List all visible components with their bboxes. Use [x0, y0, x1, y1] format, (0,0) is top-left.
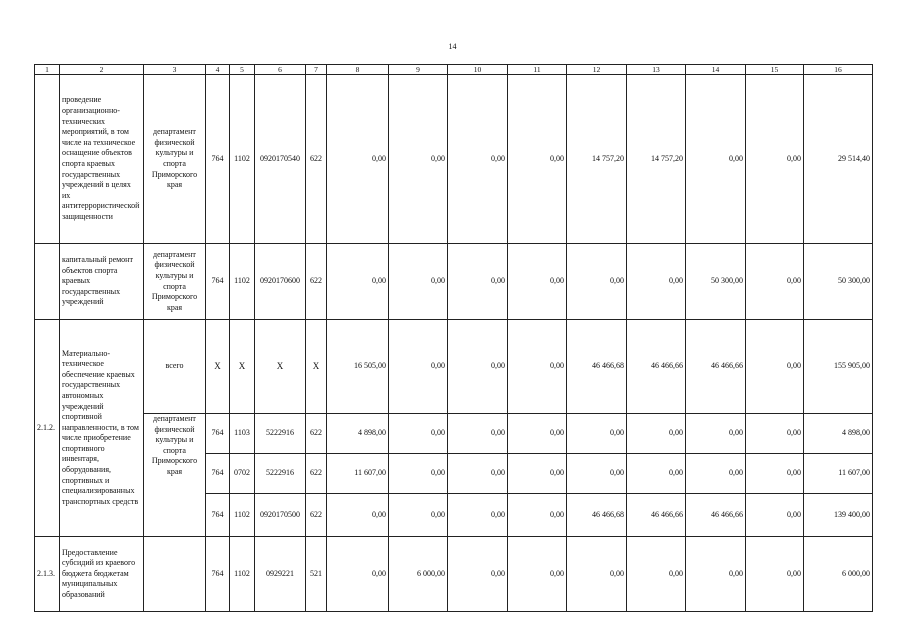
amount-cell: 46 466,66	[686, 320, 746, 414]
amount-cell: 0,00	[327, 244, 389, 320]
amount-cell: 0,00	[448, 414, 508, 454]
amount-cell: 0,00	[327, 537, 389, 612]
item-description: Предоставление субсидий из краевого бюджета бюджетам муниципальных образований	[60, 537, 144, 612]
item-description: капитальный ремонт объектов спорта краевых государственных учреждений	[60, 244, 144, 320]
code-target: X	[255, 320, 306, 414]
amount-cell: 0,00	[389, 75, 448, 244]
amount-cell: 0,00	[746, 414, 804, 454]
column-header: 9	[389, 65, 448, 75]
column-header: 10	[448, 65, 508, 75]
code-target: 0920170500	[255, 494, 306, 537]
amount-cell: 0,00	[389, 494, 448, 537]
item-responsible: департамент физической культуры и спорта Приморского края	[144, 244, 206, 320]
amount-cell: 0,00	[389, 454, 448, 494]
amount-cell: 0,00	[508, 75, 567, 244]
column-header: 5	[230, 65, 255, 75]
amount-cell: 0,00	[448, 75, 508, 244]
amount-cell: 0,00	[567, 244, 627, 320]
amount-cell: 14 757,20	[567, 75, 627, 244]
item-number	[35, 75, 60, 244]
item-number: 2.1.3.	[35, 537, 60, 612]
amount-cell: 0,00	[686, 414, 746, 454]
item-responsible: департамент физической культуры и спорта Приморского края	[144, 75, 206, 244]
code-target: 5222916	[255, 454, 306, 494]
amount-cell: 0,00	[508, 320, 567, 414]
amount-cell: 0,00	[746, 537, 804, 612]
amount-cell: 0,00	[508, 244, 567, 320]
amount-cell: 0,00	[567, 414, 627, 454]
item-number: 2.1.2.	[35, 320, 60, 537]
amount-total: 50 300,00	[804, 244, 873, 320]
amount-cell: 46 466,66	[627, 494, 686, 537]
amount-cell: 0,00	[327, 75, 389, 244]
column-header: 15	[746, 65, 804, 75]
amount-cell: 0,00	[508, 494, 567, 537]
amount-total: 6 000,00	[804, 537, 873, 612]
column-header: 3	[144, 65, 206, 75]
amount-cell: 0,00	[746, 454, 804, 494]
amount-cell: 0,00	[567, 537, 627, 612]
column-header: 7	[306, 65, 327, 75]
amount-cell: 0,00	[389, 320, 448, 414]
amount-cell: 0,00	[508, 414, 567, 454]
amount-cell: 0,00	[627, 537, 686, 612]
amount-cell: 0,00	[686, 454, 746, 494]
code-target: 0929221	[255, 537, 306, 612]
code-expense-type: 622	[306, 494, 327, 537]
amount-cell: 0,00	[389, 244, 448, 320]
item-responsible: всего	[144, 320, 206, 414]
amount-total: 139 400,00	[804, 494, 873, 537]
code-grbs: 764	[206, 537, 230, 612]
table-row	[35, 75, 873, 244]
amount-cell: 0,00	[746, 320, 804, 414]
amount-cell: 4 898,00	[327, 414, 389, 454]
amount-cell: 0,00	[746, 244, 804, 320]
amount-cell: 46 466,68	[567, 494, 627, 537]
amount-cell: 46 466,68	[567, 320, 627, 414]
amount-cell: 0,00	[746, 494, 804, 537]
budget-table	[34, 64, 873, 612]
amount-cell: 14 757,20	[627, 75, 686, 244]
code-expense-type: 622	[306, 75, 327, 244]
code-section: X	[230, 320, 255, 414]
code-grbs: 764	[206, 75, 230, 244]
amount-cell: 0,00	[686, 537, 746, 612]
code-grbs: 764	[206, 414, 230, 454]
amount-cell: 0,00	[448, 537, 508, 612]
code-section: 1102	[230, 75, 255, 244]
amount-total: 29 514,40	[804, 75, 873, 244]
code-grbs: 764	[206, 244, 230, 320]
amount-cell: 0,00	[627, 414, 686, 454]
code-expense-type: 622	[306, 454, 327, 494]
code-section: 1102	[230, 494, 255, 537]
amount-cell: 0,00	[686, 75, 746, 244]
amount-cell: 0,00	[448, 320, 508, 414]
amount-cell: 0,00	[448, 454, 508, 494]
amount-cell: 0,00	[508, 454, 567, 494]
amount-cell: 50 300,00	[686, 244, 746, 320]
code-section: 0702	[230, 454, 255, 494]
code-section: 1102	[230, 537, 255, 612]
column-header: 13	[627, 65, 686, 75]
amount-cell: 16 505,00	[327, 320, 389, 414]
amount-cell: 0,00	[567, 454, 627, 494]
page-number: 14	[448, 42, 457, 51]
code-expense-type: X	[306, 320, 327, 414]
amount-cell: 46 466,66	[627, 320, 686, 414]
table-row	[35, 244, 873, 320]
code-grbs: X	[206, 320, 230, 414]
amount-cell: 11 607,00	[327, 454, 389, 494]
column-number-row	[35, 65, 873, 75]
column-header: 1	[35, 65, 60, 75]
item-description: проведение организационно-технических мероприятий, в том числе на техническое оснащение объектов спорта краевых государственных учреждений в целях их антитеррористической защищенности	[60, 75, 144, 244]
code-target: 0920170540	[255, 75, 306, 244]
code-grbs: 764	[206, 454, 230, 494]
amount-cell: 0,00	[508, 537, 567, 612]
column-header: 6	[255, 65, 306, 75]
item-responsible	[144, 537, 206, 612]
amount-cell: 0,00	[448, 494, 508, 537]
amount-cell: 0,00	[627, 244, 686, 320]
table-row	[35, 537, 873, 612]
code-expense-type: 622	[306, 244, 327, 320]
column-header: 11	[508, 65, 567, 75]
table-row	[35, 320, 873, 414]
column-header: 4	[206, 65, 230, 75]
amount-total: 4 898,00	[804, 414, 873, 454]
code-expense-type: 521	[306, 537, 327, 612]
amount-cell: 0,00	[389, 414, 448, 454]
table-row	[35, 414, 873, 454]
amount-total: 155 905,00	[804, 320, 873, 414]
amount-cell: 0,00	[448, 244, 508, 320]
item-responsible: департамент физической культуры и спорта Приморского края	[144, 414, 206, 537]
item-description: Материально-техническое обеспечение краевых государственных автономных учреждений спортивной направленности, в том числе приобретение спортивного инвентаря, оборудования, спортивных и специализированных транспортных средств	[60, 320, 144, 537]
amount-cell: 6 000,00	[389, 537, 448, 612]
code-target: 5222916	[255, 414, 306, 454]
amount-cell: 0,00	[327, 494, 389, 537]
amount-total: 11 607,00	[804, 454, 873, 494]
code-grbs: 764	[206, 494, 230, 537]
amount-cell: 46 466,66	[686, 494, 746, 537]
column-header: 16	[804, 65, 873, 75]
amount-cell: 0,00	[627, 454, 686, 494]
item-number	[35, 244, 60, 320]
code-section: 1103	[230, 414, 255, 454]
amount-cell: 0,00	[746, 75, 804, 244]
code-expense-type: 622	[306, 414, 327, 454]
column-header: 14	[686, 65, 746, 75]
column-header: 12	[567, 65, 627, 75]
column-header: 8	[327, 65, 389, 75]
column-header: 2	[60, 65, 144, 75]
code-section: 1102	[230, 244, 255, 320]
code-target: 0920170600	[255, 244, 306, 320]
